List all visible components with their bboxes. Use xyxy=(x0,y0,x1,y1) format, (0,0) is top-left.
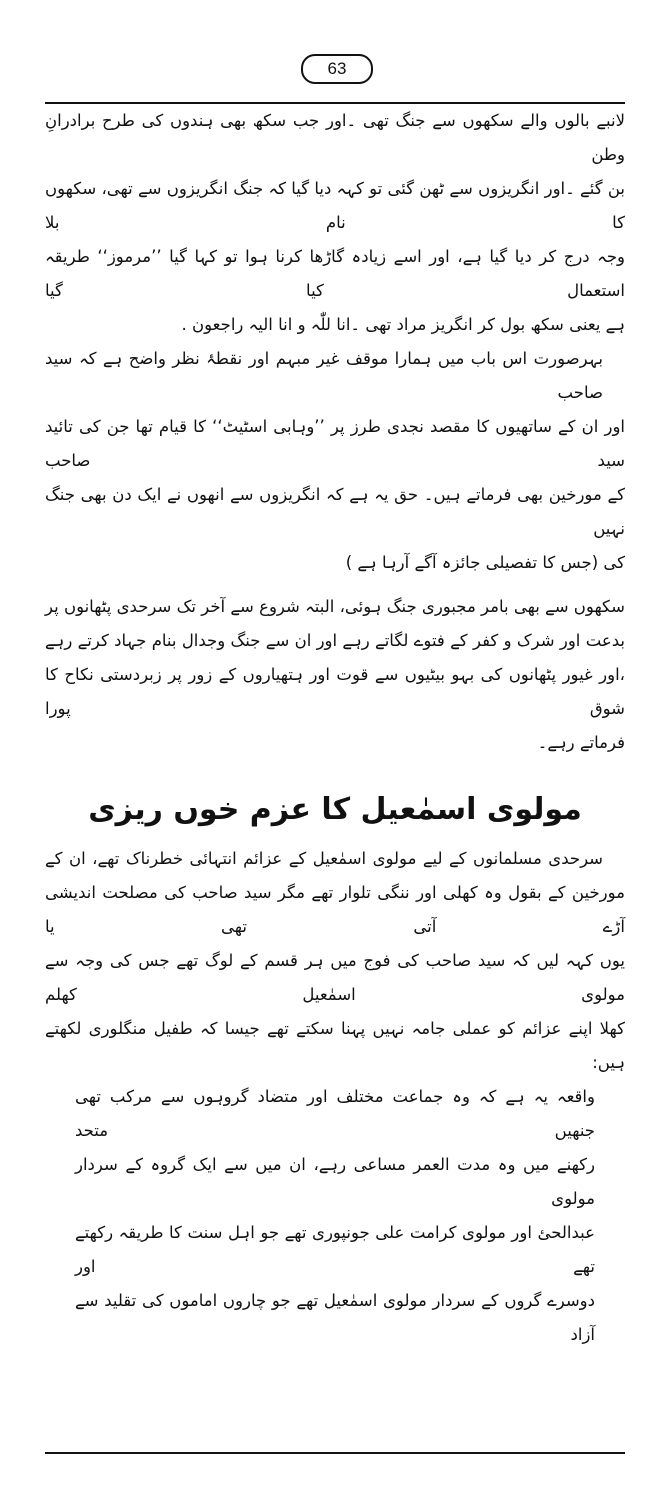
text-line: کی (جس کا تفصیلی جائزہ آگے آرہا ہے ) xyxy=(345,553,625,572)
paragraph-1 xyxy=(45,104,625,342)
quote-line: دوسرے گروں کے سردار مولوی اسمٰعیل تھے جو چاروں اماموں کی تقلید سے آزاد xyxy=(75,1291,595,1344)
text-line: یوں کہہ لیں کہ سید صاحب کی فوج میں ہر قسم کے لوگ تھے جس کی وجہ سے مولوی اسمٰعیل کھلم xyxy=(45,951,625,1004)
text-line: سرحدی مسلمانوں کے لیے مولوی اسمٰعیل کے عزائم انتہائی خطرناک تھے، ان کے xyxy=(45,849,603,868)
quote-line: عبدالحئ اور مولوی کرامت علی جونپوری تھے جو اہل سنت کا طریقہ رکھتے تھے اور xyxy=(75,1223,595,1276)
text-line: بدعت اور شرک و کفر کے فتوے لگاتے رہے اور ان سے جنگ وجدال بنام جہاد کرتے رہے xyxy=(45,631,625,650)
quote-line: واقعہ یہ ہے کہ وہ جماعت مختلف اور متضاد گروہوں سے مرکب تھی جنھیں متحد xyxy=(75,1087,595,1140)
text-line: وجہ درج کر دیا گیا ہے، اور اسے زیادہ گاڑھا کرنا ہوا تو کہا گیا ’’مرموز‘‘ طریقہ استعمال کیا گیا xyxy=(45,247,625,300)
text-line: فرماتے رہے۔ xyxy=(537,733,625,752)
text-line: بہرصورت اس باب میں ہمارا موقف غیر مبہم اور نقطۂ نظر واضح ہے کہ سید صاحب xyxy=(45,349,603,402)
text-line: بن گئے ۔اور انگریزوں سے ٹھن گئی تو کہہ دیا گیا کہ جنگ انگریزوں سے تھی، سکھوں کا نام بلا xyxy=(45,179,625,232)
block-quote xyxy=(45,1080,625,1352)
section-heading: مولوی اسمٰعیل کا عزم خوں ریزی xyxy=(88,792,582,827)
quote-line: رکھنے میں وہ مدت العمر مساعی رہے، ان میں سے ایک گروہ کے سردار مولوی xyxy=(75,1155,595,1208)
text-line: ،اور غیور پٹھانوں کی بہو بیٹیوں سے قوت اور ہتھیاروں کے زور پر زبردستی نکاح کا شوق پورا xyxy=(45,665,625,718)
text-line: کھلا اپنے عزائم کو عملی جامہ نہیں پہنا سکتے تھے جیسا کہ طفیل منگلوری لکھتے ہیں: xyxy=(45,1019,625,1072)
text-line: لانبے بالوں والے سکھوں سے جنگ تھی ۔اور جب سکھ بھی ہندوں کی طرح برادرانِ وطن xyxy=(45,111,625,164)
text-line: سکھوں سے بھی بامر مجبوری جنگ ہوئی، البتہ شروع سے آخر تک سرحدی پٹھانوں پر xyxy=(45,597,625,616)
paragraph-3 xyxy=(45,590,625,760)
section-paragraph xyxy=(45,842,625,1080)
text-line: اور ان کے ساتھیوں کا مقصد نجدی طرز پر ’’وہابی اسٹیٹ‘‘ کا قیام تھا جن کی تائید سید صاحب xyxy=(45,417,625,470)
text-line: کے مورخین بھی فرماتے ہیں۔ حق یہ ہے کہ انگریزوں سے انھوں نے ایک دن بھی جنگ نہیں xyxy=(45,485,625,538)
footer-rule xyxy=(45,1452,625,1454)
text-line: ہے یعنی سکھ بول کر انگریز مراد تھی ۔انا للّٰہ و انا الیہ راجعون . xyxy=(181,315,625,334)
text-line: مورخین کے بقول وہ کھلی اور ننگی تلوار تھے مگر سید صاحب کی مصلحت اندیشی آڑے آتی تھی یا xyxy=(45,883,625,936)
paragraph-2 xyxy=(45,342,625,580)
page-number: 63 xyxy=(301,54,373,84)
